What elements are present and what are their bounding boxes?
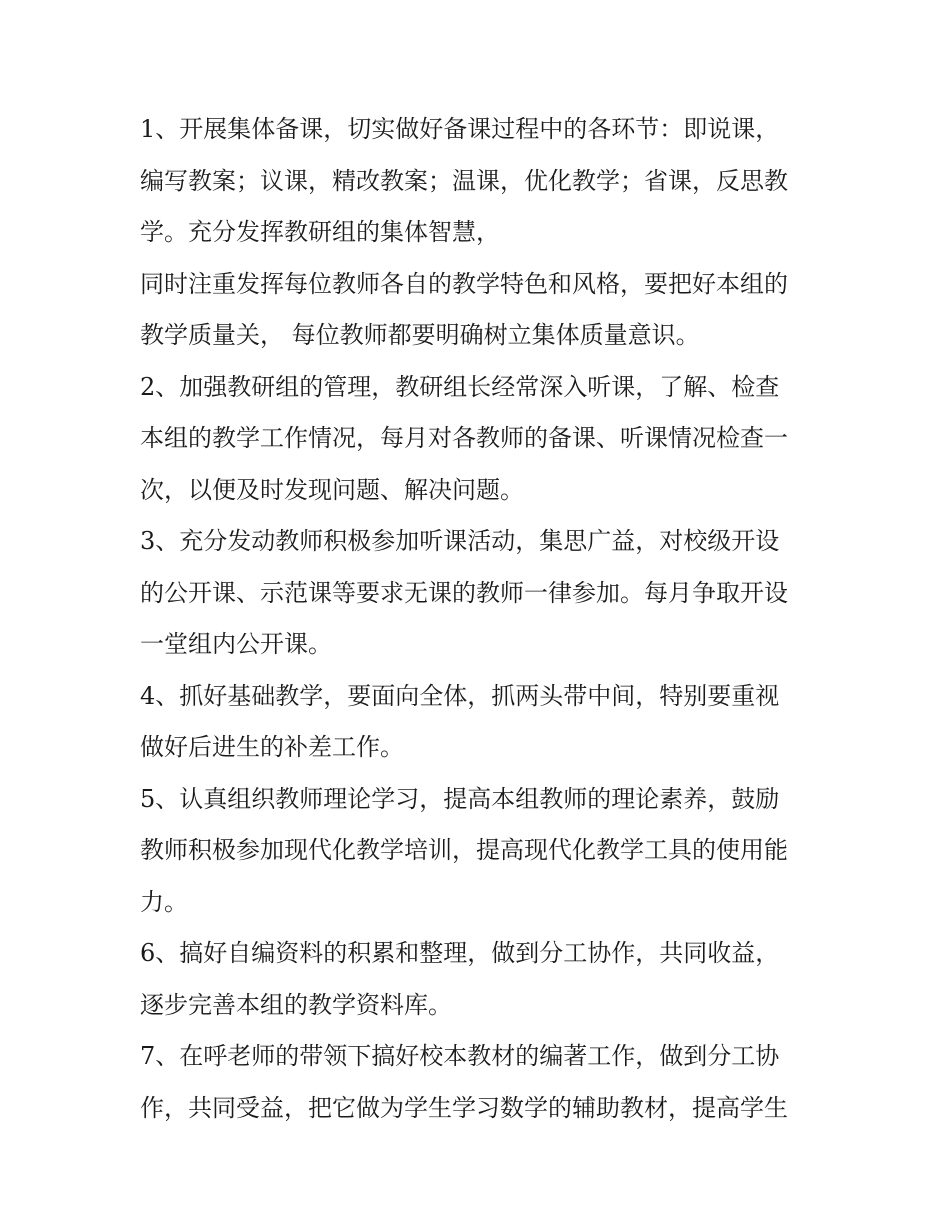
- text-line: 的公开课、示范课等要求无课的教师一律参加。每月争取开设: [140, 578, 788, 607]
- document-body: [140, 104, 830, 1134]
- text-line: 一堂组内公开课。: [140, 630, 332, 658]
- text-line: 5、认真组织教师理论学习，提高本组教师的理论素养，鼓励: [140, 784, 780, 813]
- text-line: 力。: [140, 887, 188, 916]
- text-line: 学。充分发挥教研组的集体智慧，: [140, 218, 500, 246]
- text-line: 7、在呼老师的带领下搞好校本教材的编著工作，做到分工协: [140, 1042, 780, 1070]
- text-line: 2、加强教研组的管理，教研组长经常深入听课，了解、检查: [140, 372, 780, 401]
- text-line: 编写教案；议课，精改教案；温课，优化教学；省课，反思教: [140, 166, 788, 195]
- text-line: 次，以便及时发现问题、解决问题。: [140, 475, 524, 504]
- text-line: 6、搞好自编资料的积累和整理，做到分工协作，共同收益，: [140, 939, 780, 967]
- text-line: 作，共同受益，把它做为学生学习数学的辅助教材，提高学生: [140, 1093, 788, 1122]
- text-line: 本组的教学工作情况，每月对各教师的备课、听课情况检查一: [140, 424, 788, 452]
- text-line: 教师积极参加现代化教学培训，提高现代化教学工具的使用能: [140, 836, 788, 864]
- text-line: 逐步完善本组的教学资料库。: [140, 990, 452, 1019]
- text-line: 4、抓好基础教学，要面向全体，抓两头带中间，特别要重视: [140, 681, 780, 710]
- text-line: 3、充分发动教师积极参加听课活动，集思广益，对校级开设: [140, 527, 780, 555]
- text-line: 做好后进生的补差工作。: [140, 733, 404, 761]
- text-line: 同时注重发挥每位教师各自的教学特色和风格，要把好本组的: [140, 269, 788, 298]
- text-line: 1、开展集体备课，切实做好备课过程中的各环节：即说课，: [140, 115, 780, 143]
- text-line: 教学质量关， 每位教师都要明确树立集体质量意识。: [140, 321, 700, 349]
